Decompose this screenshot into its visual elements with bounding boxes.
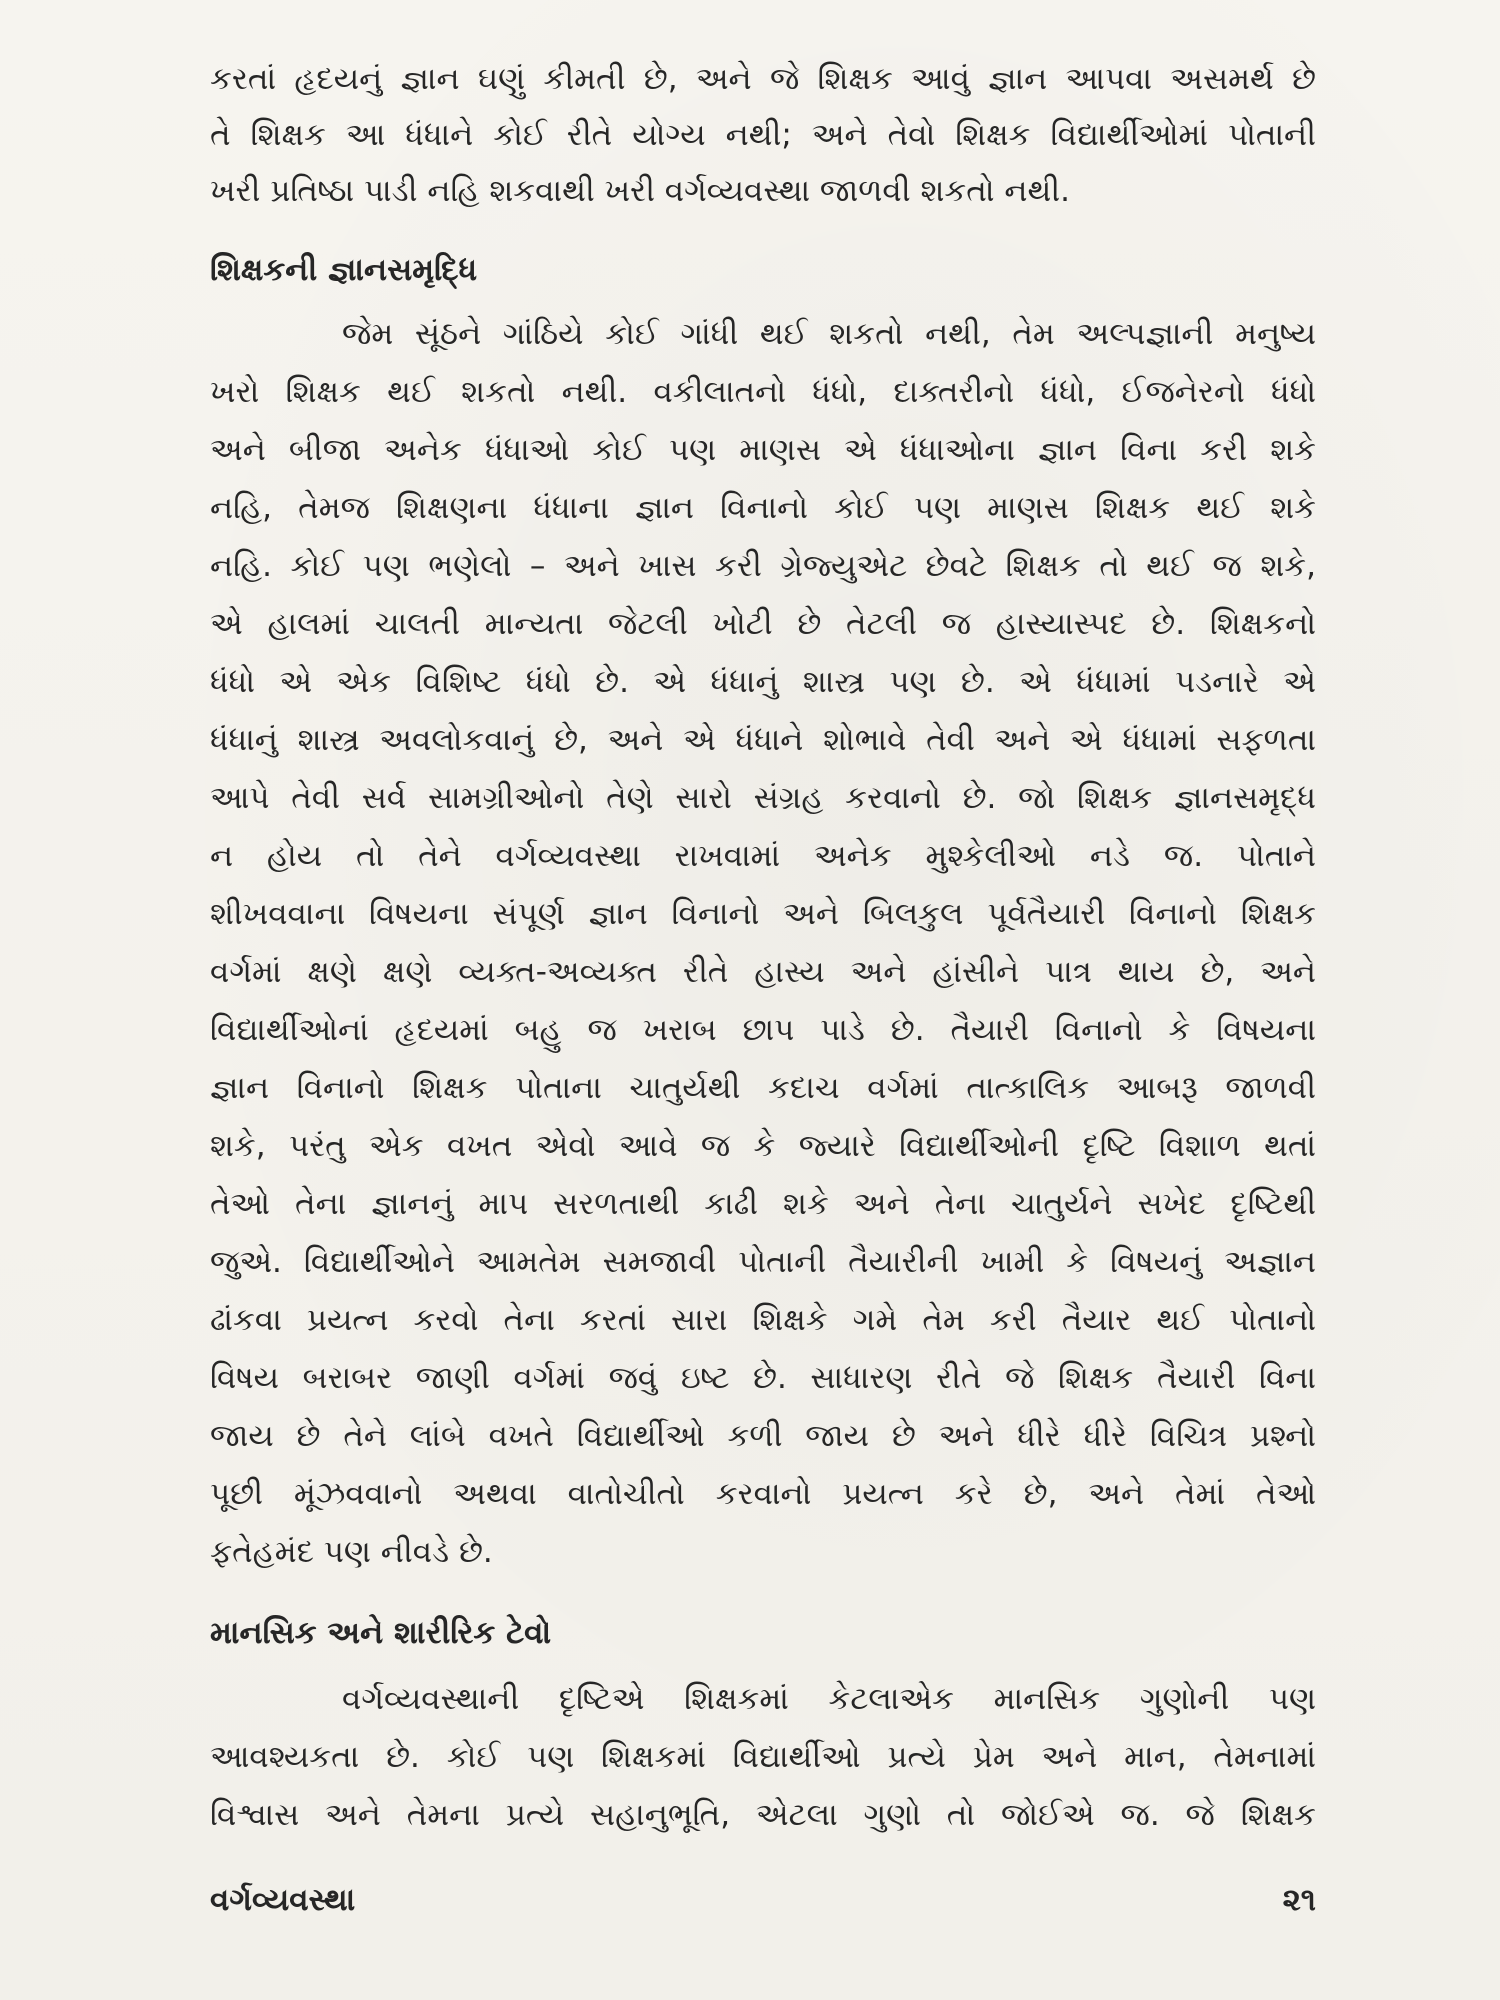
section-paragraph [210,1670,1316,1844]
text-line: વર્ગમાં ક્ષણે ક્ષણે વ્યક્ત-અવ્યક્ત રીતે હાસ્ય અને હાંસીને પાત્ર થાય છે, અને [210,954,1316,990]
text-line: પૂછી મૂંઝવવાનો અથવા વાતોચીતો કરવાનો પ્રયત્ન કરે છે, અને તેમાં તેઓ [210,1476,1316,1512]
section-heading: માનસિક અને શારીરિક ટેવો [210,1615,552,1651]
text-line: તેઓ તેના જ્ઞાનનું માપ સરળતાથી કાઢી શકે અને તેના ચાતુર્યને સખેદ દૃષ્ટિથી [210,1186,1316,1222]
text-line: કરતાં હૃદયનું જ્ઞાન ઘણું કીમતી છે, અને જે શિક્ષક આવું જ્ઞાન આપવા અસમર્થ છે [210,61,1316,97]
text-line: ખરી પ્રતિષ્ઠા પાડી નહિ શકવાથી ખરી વર્ગવ્યવસ્થા જાળવી શકતો નથી. [210,173,1070,209]
text-line: આવશ્યકતા છે. કોઈ પણ શિક્ષકમાં વિદ્યાર્થીઓ પ્રત્યે પ્રેમ અને માન, તેમનામાં [210,1739,1316,1775]
text-line: વર્ગવ્યવસ્થાની દૃષ્ટિએ શિક્ષકમાં કેટલાએક માનસિક ગુણોની પણ [342,1681,1316,1717]
text-line: તે શિક્ષક આ ધંધાને કોઈ રીતે યોગ્ય નથી; અને તેવો શિક્ષક વિદ્યાર્થીઓમાં પોતાની [210,117,1316,153]
page-footer [210,1872,1316,1928]
text-line: નહિ, તેમજ શિક્ષણના ધંધાના જ્ઞાન વિનાનો કોઈ પણ માણસ શિક્ષક થઈ શકે [210,490,1316,526]
text-line: નહિ. કોઈ પણ ભણેલો – અને ખાસ કરી ગ્રેજ્યુએટ છેવટે શિક્ષક તો થઈ જ શકે, [210,548,1316,584]
text-line: જ્ઞાન વિનાનો શિક્ષક પોતાના ચાતુર્યથી કદાચ વર્ગમાં તાત્કાલિક આબરૂ જાળવી [210,1070,1316,1106]
text-line: શીખવવાના વિષયના સંપૂર્ણ જ્ઞાન વિનાનો અને બિલકુલ પૂર્વતૈયારી વિનાનો શિક્ષક [210,896,1316,932]
text-line: જેમ સૂંઠને ગાંઠિયે કોઈ ગાંધી થઈ શકતો નથી, તેમ અલ્પજ્ઞાની મનુષ્ય [342,316,1316,352]
text-line: જાય છે તેને લાંબે વખતે વિદ્યાર્થીઓ કળી જાય છે અને ધીરે ધીરે વિચિત્ર પ્રશ્નો [210,1418,1316,1454]
text-line: ધંધાનું શાસ્ત્ર અવલોકવાનું છે, અને એ ધંધાને શોભાવે તેવી અને એ ધંધામાં સફળતા [210,722,1316,758]
text-line: વિદ્યાર્થીઓનાં હૃદયમાં બહુ જ ખરાબ છાપ પાડે છે. તૈયારી વિનાનો કે વિષયના [210,1012,1316,1048]
running-footer-title: વર્ગવ્યવસ્થા [210,1882,356,1918]
text-line: ફતેહમંદ પણ નીવડે છે. [210,1534,493,1570]
text-line: ન હોય તો તેને વર્ગવ્યવસ્થા રાખવામાં અનેક મુશ્કેલીઓ નડે જ. પોતાને [210,838,1316,874]
section-paragraph [210,305,1316,1581]
text-line: અને બીજા અનેક ધંધાઓ કોઈ પણ માણસ એ ધંધાઓના જ્ઞાન વિના કરી શકે [210,432,1316,468]
text-line: ઢાંકવા પ્રયત્ન કરવો તેના કરતાં સારા શિક્ષકે ગમે તેમ કરી તૈયાર થઈ પોતાનો [210,1302,1316,1338]
page-number: ૨૧ [1282,1882,1316,1918]
text-line: જુએ. વિદ્યાર્થીઓને આમતેમ સમજાવી પોતાની તૈયારીની ખામી કે વિષયનું અજ્ઞાન [210,1244,1316,1280]
text-line: શકે, પરંતુ એક વખત એવો આવે જ કે જ્યારે વિદ્યાર્થીઓની દૃષ્ટિ વિશાળ થતાં [210,1128,1316,1164]
text-line: વિશ્વાસ અને તેમના પ્રત્યે સહાનુભૂતિ, એટલા ગુણો તો જોઈએ જ. જે શિક્ષક [210,1797,1316,1833]
section-heading: શિક્ષકની જ્ઞાનસમૃદ્ધિ [210,252,478,288]
text-line: વિષય બરાબર જાણી વર્ગમાં જવું ઇષ્ટ છે. સાધારણ રીતે જે શિક્ષક તૈયારી વિના [210,1360,1316,1396]
text-line: એ હાલમાં ચાલતી માન્યતા જેટલી ખોટી છે તેટલી જ હાસ્યાસ્પદ છે. શિક્ષકનો [210,606,1316,642]
text-line: આપે તેવી સર્વ સામગ્રીઓનો તેણે સારો સંગ્રહ કરવાનો છે. જો શિક્ષક જ્ઞાનસમૃદ્ધ [210,780,1316,816]
continuation-paragraph [210,51,1316,219]
text-line: ધંધો એ એક વિશિષ્ટ ધંધો છે. એ ધંધાનું શાસ્ત્ર પણ છે. એ ધંધામાં પડનારે એ [210,664,1316,700]
text-line: ખરો શિક્ષક થઈ શકતો નથી. વકીલાતનો ધંધો, દાક્તરીનો ધંધો, ઈજનેરનો ધંધો [210,374,1316,410]
